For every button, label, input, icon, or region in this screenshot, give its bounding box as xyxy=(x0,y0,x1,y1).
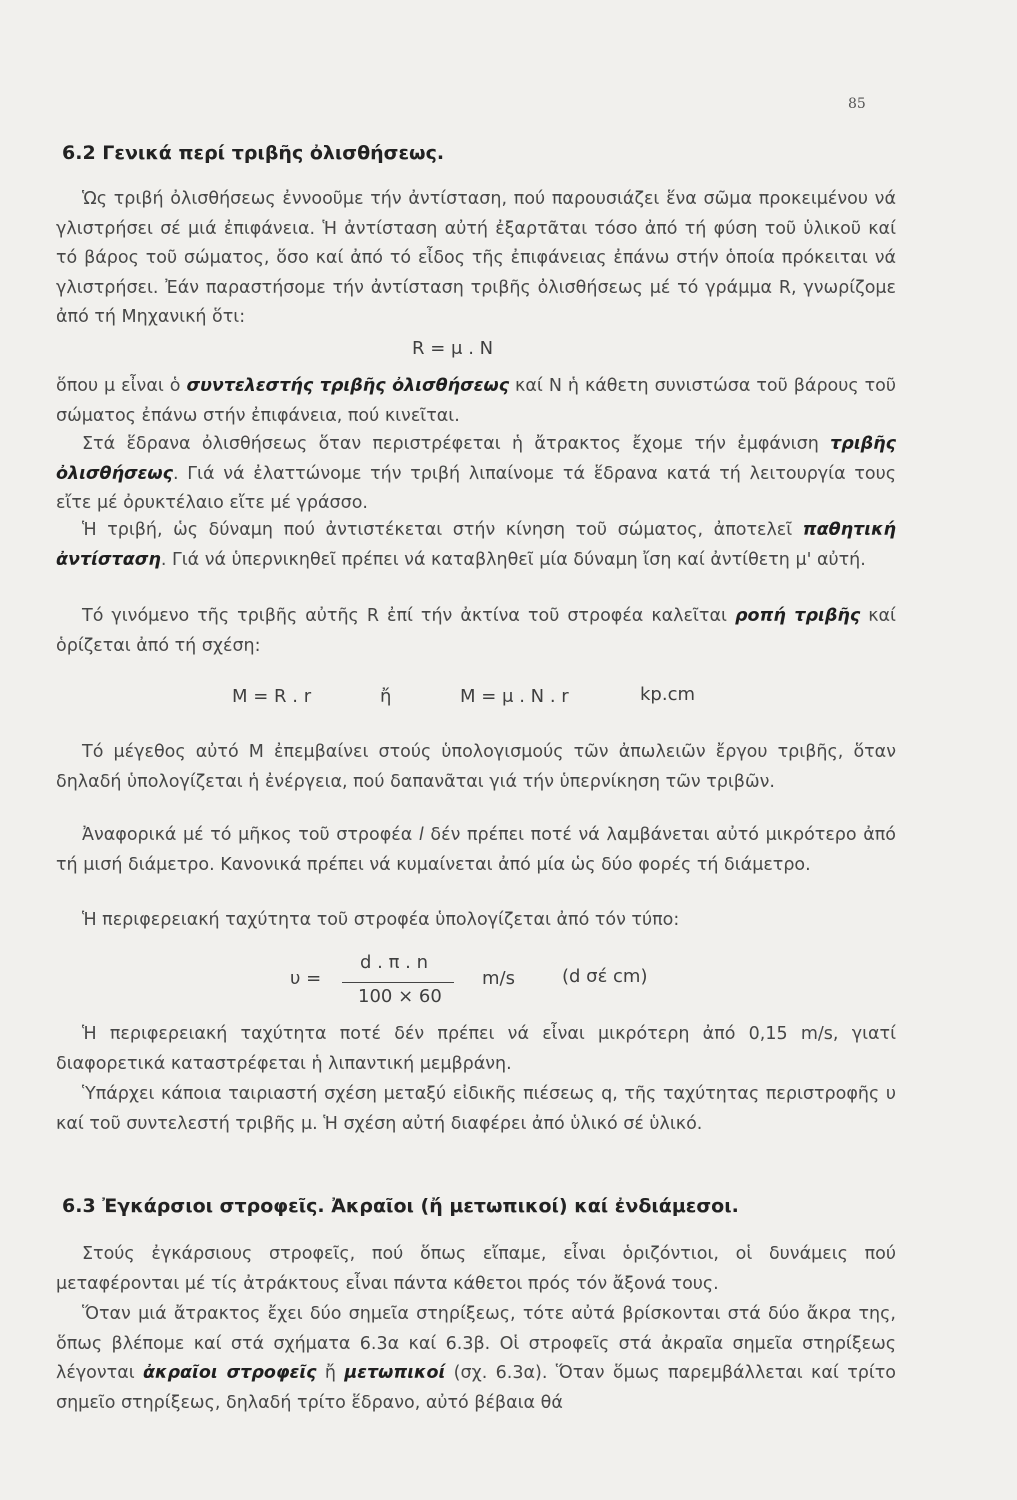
section-heading-6-3: 6.3 Ἐγκάρσιοι στροφεῖς. Ἀκραῖοι (ἤ μετωπικοί) καί ἐνδιάμεσοι. xyxy=(62,1195,739,1217)
paragraph-text: Ἡ τριβή, ὡς δύναμη πού ἀντιστέκεται στήν κίνηση τοῦ σώματος, ἀποτελεῖ xyxy=(82,520,803,540)
paragraph-text: Τό μέγεθος αὐτό M ἐπεμβαίνει στούς ὑπολογισμούς τῶν ἀπωλειῶν ἔργου τριβῆς, ὅταν δηλαδή ὑπολογίζεται ἡ ἐνέργεια, πού δαπανᾶται γιά τήν ὑπερνίκηση τῶν τριβῶν. xyxy=(56,742,896,792)
paragraph-peripheral-speed xyxy=(56,906,896,936)
paragraph-energy-losses xyxy=(56,738,896,797)
equation-lhs: υ = xyxy=(290,968,322,989)
equation-friction-force: R = μ . N xyxy=(412,338,494,359)
paragraph-text: . Γιά νά ὑπερνικηθεῖ πρέπει νά καταβληθεῖ μία δύναμη ἴση καί ἀντίθετη μ' αὐτή. xyxy=(160,549,866,570)
paragraph-bearings-lubrication xyxy=(56,430,896,519)
equation-unit: m/s xyxy=(482,968,515,989)
paragraph-text: καί N ἡ κάθετη συνιστώσα τοῦ βάρους τοῦ σώματος ἐπάνω στήν ἐπιφάνεια, πού κινεῖται. xyxy=(56,376,897,426)
paragraph-text: Στά ἕδρανα ὀλισθήσεως ὅταν περιστρέφεται ἡ ἄτρακτος ἔχομε τήν ἐμφάνιση xyxy=(82,434,831,454)
paragraph-journal-length xyxy=(56,821,896,880)
emphasis-term: μετωπικοί xyxy=(344,1363,446,1383)
emphasis-term: τριβῆς ὀλισθήσεως xyxy=(56,434,896,484)
equation-moment-unit: kp.cm xyxy=(640,684,696,705)
equation-moment-or: ἤ xyxy=(380,686,392,707)
emphasis-term: παθητική ἀντίσταση xyxy=(56,520,896,570)
fraction-denominator: 100 × 60 xyxy=(358,986,442,1007)
paragraph-text: Ἡ περιφερειακή ταχύτητα τοῦ στροφέα ὑπολογίζεται ἀπό τόν τύπο: xyxy=(82,910,680,930)
paragraph-text: καί ὁρίζεται ἀπό τή σχέση: xyxy=(56,606,896,656)
emphasis-term: συντελεστής τριβῆς ὀλισθήσεως xyxy=(186,376,510,396)
paragraph-text: Ὑπάρχει κάποια ταιριαστή σχέση μεταξύ εἰδικῆς πιέσεως q, τῆς ταχύτητας περιστροφῆς υ καί τοῦ συντελεστή τριβῆς μ. Ἡ σχέση αὐτή διαφέρει ἀπό ὑλικό σέ ὑλικό. xyxy=(56,1084,896,1134)
page-number: 85 xyxy=(848,96,866,112)
paragraph-passive-resistance xyxy=(56,516,896,575)
paragraph-text: . Γιά νά ἐλαττώνομε τήν τριβή λιπαίνομε τά ἕδρανα κατά τή λειτουργία τους εἴτε μέ ὀρυκτέλαιο εἴτε μέ γράσσο. xyxy=(56,463,896,513)
paragraph-pressure-relation xyxy=(56,1080,896,1139)
equation-moment-right: M = μ . N . r xyxy=(460,686,569,707)
emphasis-term: ροπή τριβῆς xyxy=(734,606,861,626)
paragraph-text: Ἀναφορικά μέ τό μῆκος τοῦ στροφέα xyxy=(82,825,419,845)
paragraph-text: Ὡς τριβή ὀλισθήσεως ἐννοοῦμε τήν ἀντίσταση, πού παρουσιάζει ἕνα σῶμα προκειμένου νά γλιστρήσει σέ μιά ἐπιφάνεια. Ἡ ἀντίσταση αὐτή ἐξαρτᾶται τόσο ἀπό τή φύση τοῦ ὑλικοῦ καί τό βάρος τοῦ σώματος, ὅσο καί ἀπό τό εἶδος τῆς ἐπιφάνειας ἐπάνω στήν ὁποία πρόκειται νά γλιστρήσει. Ἐάν παραστήσομε τήν ἀντίσταση τριβῆς ὀλισθήσεως μέ τό γράμμα R, γνωρίζομε ἀπό τή Μηχανική ὅτι: xyxy=(56,189,896,327)
paragraph-text: ἤ xyxy=(316,1363,345,1383)
paragraph-friction-coefficient xyxy=(56,372,896,431)
paragraph-text: ὅπου μ εἶναι ὁ xyxy=(56,376,187,396)
fraction-numerator: d . π . n xyxy=(360,952,429,973)
section-heading-6-2: 6.2 Γενικά περί τριβῆς ὀλισθήσεως. xyxy=(62,142,445,164)
emphasis-term: ἀκραῖοι στροφεῖς xyxy=(143,1363,317,1383)
paragraph-transverse-journals xyxy=(56,1240,896,1299)
paragraph-text: Στούς ἐγκάρσιους στροφεῖς, πού ὅπως εἴπαμε, εἶναι ὁριζόντιοι, οἱ δυνάμεις πού μεταφέρονται μέ τίς ἀτράκτους εἶναι πάντα κάθετοι πρός τόν ἄξονά τους. xyxy=(56,1244,896,1294)
equation-moment-left: M = R . r xyxy=(232,686,312,707)
paragraph-text: δέν πρέπει ποτέ νά λαμβάνεται αὐτό μικρότερο ἀπό τή μισή διάμετρο. Κανονικά πρέπει νά κυμαίνεται ἀπό μία ὡς δύο φορές τή διάμετρο. xyxy=(56,825,896,875)
paragraph-friction-definition xyxy=(56,185,896,333)
paragraph-text: Ὅταν μιά ἄτρακτος ἔχει δύο σημεῖα στηρίξεως, τότε αὐτά βρίσκονται στά δύο ἄκρα της, ὅπως βλέπομε καί στά σχήματα 6.3α καί 6.3β. Οἱ στροφεῖς στά ἀκραῖα σημεῖα στηρίξεως λέγονται xyxy=(56,1304,896,1383)
equation-peripheral-speed xyxy=(290,948,690,1018)
paragraph-end-journals xyxy=(56,1300,896,1418)
paragraph-text: Τό γινόμενο τῆς τριβῆς αὐτῆς R ἐπί τήν ἀκτίνα τοῦ στροφέα καλεῖται xyxy=(82,606,735,626)
paragraph-text: (σχ. 6.3α). Ὅταν ὅμως παρεμβάλλεται καί τρίτο σημεῖο στηρίξεως, δηλαδή τρίτο ἕδρανο, αὐτό βέβαια θά xyxy=(56,1363,897,1413)
paragraph-minimum-speed xyxy=(56,1020,896,1079)
paragraph-text: Ἡ περιφερειακή ταχύτητα ποτέ δέν πρέπει νά εἶναι μικρότερη ἀπό 0,15 m/s, γιατί διαφορετικά καταστρέφεται ἡ λιπαντική μεμβράνη. xyxy=(56,1024,896,1074)
symbol-l: l xyxy=(418,825,424,845)
fraction-bar xyxy=(342,982,454,983)
paragraph-friction-moment xyxy=(56,602,896,661)
equation-note: (d σέ cm) xyxy=(562,966,648,987)
